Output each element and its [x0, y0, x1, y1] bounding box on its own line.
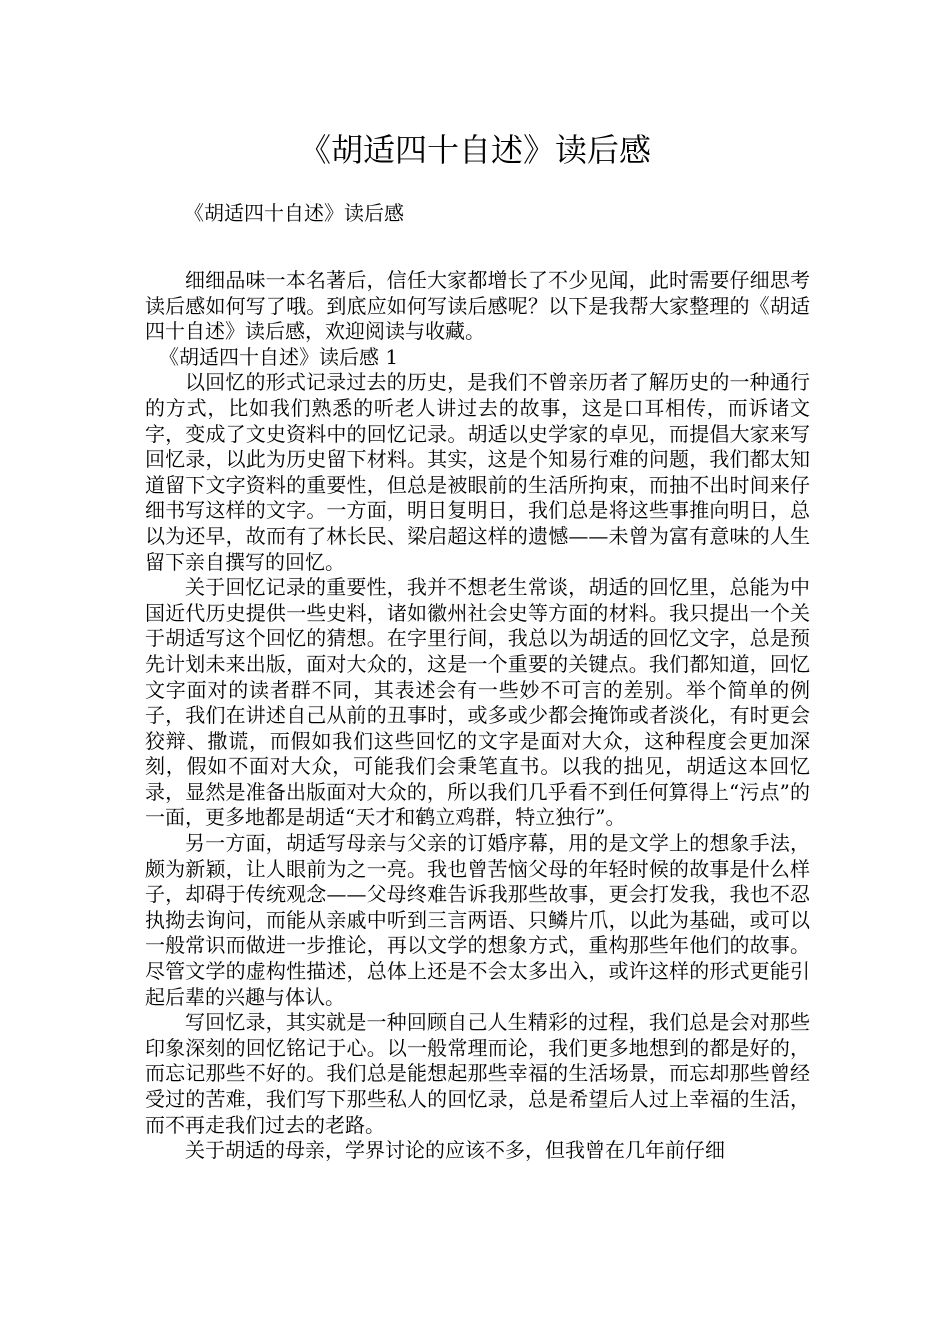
document-subtitle: 《胡适四十自述》读后感: [184, 201, 404, 225]
document-body: [145, 268, 810, 1164]
body-paragraph: 写回忆录，其实就是一种回顾自己人生精彩的过程，我们总是会对那些印象深刻的回忆铭记于心。以一般常理而论，我们更多地想到的都是好的，而忘记那些不好的。我们总是能想起那些幸福的生活场景，而忘却那些曾经受过的苦难，我们写下那些私人的回忆录，总是希望后人过上幸福的生活，而不再走我们过去的老路。: [145, 1010, 810, 1137]
body-paragraph: 以回忆的形式记录过去的历史，是我们不曾亲历者了解历史的一种通行的方式，比如我们熟悉的听老人讲过去的故事，这是口耳相传，而诉诸文字，变成了文史资料中的回忆记录。胡适以史学家的卓见，而提倡大家来写回忆录，以此为历史留下材料。其实，这是个知易行难的问题，我们都太知道留下文字资料的重要性，但总是被眼前的生活所拘束，而抽不出时间来仔细书写这样的文字。一方面，明日复明日，我们总是将这些事推向明日，总以为还早，故而有了林长民、梁启超这样的遗憾——未曾为富有意味的人生留下亲自撰写的回忆。: [145, 370, 810, 574]
page-title: 《胡适四十自述》读后感: [298, 131, 651, 169]
intro-paragraph: 细细品味一本名著后，信任大家都增长了不少见闻，此时需要仔细思考读后感如何写了哦。到底应如何写读后感呢？以下是我帮大家整理的《胡适四十自述》读后感，欢迎阅读与收藏。: [145, 268, 810, 344]
body-paragraph: 关于胡适的母亲，学界讨论的应该不多，但我曾在几年前仔细: [185, 1138, 725, 1163]
body-paragraph: 关于回忆记录的重要性，我并不想老生常谈，胡适的回忆里，总能为中国近代历史提供一些史料，诸如徽州社会史等方面的材料。我只提出一个关于胡适写这个回忆的猜想。在字里行间，我总以为胡适的回忆文字，总是预先计划未来出版，面对大众的，这是一个重要的关键点。我们都知道，回忆文字面对的读者群不同，其表述会有一些妙不可言的差别。举个简单的例子，我们在讲述自己从前的丑事时，或多或少都会掩饰或者淡化，有时更会狡辩、撒谎，而假如我们这些回忆的文字是面对大众，这种程度会更加深刻，假如不面对大众，可能我们会秉笔直书。以我的拙见，胡适这本回忆录，显然是准备出版面对大众的，所以我们几乎看不到任何算得上“污点”的一面，更多地都是胡适“天才和鹤立鸡群，特立独行”。: [145, 575, 810, 830]
section-heading: 《胡适四十自述》读后感 1: [159, 344, 399, 369]
body-paragraph: 另一方面，胡适写母亲与父亲的订婚序幕，用的是文学上的想象手法，颇为新颖，让人眼前为之一亮。我也曾苦恼父母的年轻时候的故事是什么样子，却碍于传统观念——父母终难告诉我那些故事，更会打发我，我也不忍执拗去询问，而能从亲戚中听到三言两语、只鳞片爪，以此为基础，或可以一般常识而做进一步推论，再以文学的想象方式，重构那些年他们的故事。尽管文学的虚构性描述，总体上还是不会太多出入，或许这样的形式更能引起后辈的兴趣与体认。: [145, 831, 810, 1009]
